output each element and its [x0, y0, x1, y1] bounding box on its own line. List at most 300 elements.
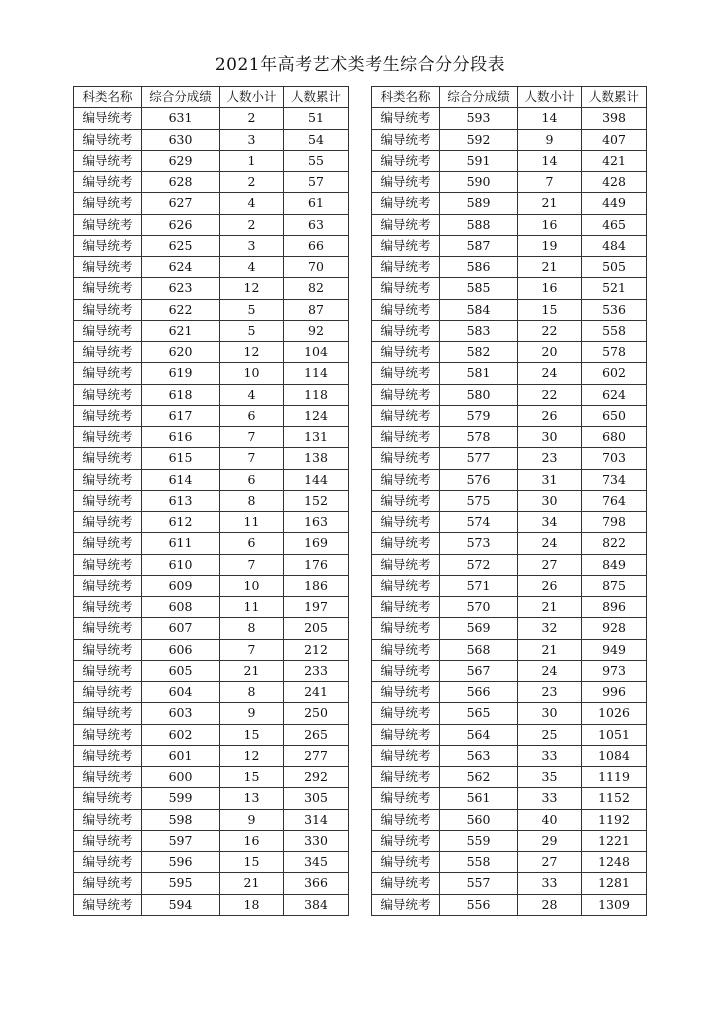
- table-row: [74, 660, 349, 681]
- cell-subject: 编导统考: [74, 257, 142, 278]
- table-row: [74, 788, 349, 809]
- cell-cumulative: 1281: [582, 873, 647, 894]
- table-row: [74, 745, 349, 766]
- table-row: [372, 830, 647, 851]
- cell-score: 614: [142, 469, 220, 490]
- cell-subject: 编导统考: [372, 745, 440, 766]
- table-row: [74, 639, 349, 660]
- table-row: [74, 894, 349, 915]
- cell-subject: 编导统考: [372, 193, 440, 214]
- cell-subject: 编导统考: [74, 193, 142, 214]
- cell-score: 613: [142, 490, 220, 511]
- cell-score: 620: [142, 342, 220, 363]
- cell-subject: 编导统考: [372, 788, 440, 809]
- table-row: [74, 809, 349, 830]
- cell-cumulative: 822: [582, 533, 647, 554]
- cell-subject: 编导统考: [372, 320, 440, 341]
- cell-count: 4: [220, 384, 284, 405]
- table-row: [372, 639, 647, 660]
- table-row: [74, 767, 349, 788]
- cell-count: 12: [220, 278, 284, 299]
- cell-cumulative: 973: [582, 660, 647, 681]
- cell-count: 30: [518, 703, 582, 724]
- table-row: [74, 150, 349, 171]
- cell-count: 8: [220, 618, 284, 639]
- cell-cumulative: 314: [284, 809, 349, 830]
- cell-subject: 编导统考: [372, 830, 440, 851]
- cell-subject: 编导统考: [372, 703, 440, 724]
- table-row: [74, 512, 349, 533]
- cell-count: 7: [220, 427, 284, 448]
- cell-subject: 编导统考: [372, 490, 440, 511]
- table-row: [372, 575, 647, 596]
- cell-count: 1: [220, 150, 284, 171]
- cell-score: 584: [440, 299, 518, 320]
- cell-count: 28: [518, 894, 582, 915]
- cell-cumulative: 70: [284, 257, 349, 278]
- cell-subject: 编导统考: [372, 682, 440, 703]
- cell-score: 617: [142, 405, 220, 426]
- cell-score: 628: [142, 172, 220, 193]
- cell-score: 589: [440, 193, 518, 214]
- cell-score: 575: [440, 490, 518, 511]
- table-row: [372, 129, 647, 150]
- cell-cumulative: 734: [582, 469, 647, 490]
- table-row: [74, 852, 349, 873]
- cell-score: 616: [142, 427, 220, 448]
- table-header-row: [372, 87, 647, 108]
- cell-subject: 编导统考: [74, 660, 142, 681]
- cell-cumulative: 51: [284, 108, 349, 129]
- cell-cumulative: 131: [284, 427, 349, 448]
- cell-score: 579: [440, 405, 518, 426]
- table-row: [372, 618, 647, 639]
- cell-cumulative: 205: [284, 618, 349, 639]
- cell-cumulative: 55: [284, 150, 349, 171]
- cell-score: 603: [142, 703, 220, 724]
- cell-count: 5: [220, 320, 284, 341]
- cell-count: 30: [518, 490, 582, 511]
- cell-count: 15: [220, 724, 284, 745]
- cell-score: 596: [142, 852, 220, 873]
- cell-cumulative: 138: [284, 448, 349, 469]
- cell-cumulative: 1051: [582, 724, 647, 745]
- cell-count: 24: [518, 533, 582, 554]
- cell-score: 618: [142, 384, 220, 405]
- table-row: [372, 469, 647, 490]
- cell-score: 591: [440, 150, 518, 171]
- cell-score: 585: [440, 278, 518, 299]
- table-row: [372, 214, 647, 235]
- cell-subject: 编导统考: [74, 384, 142, 405]
- cell-subject: 编导统考: [74, 469, 142, 490]
- cell-score: 558: [440, 852, 518, 873]
- cell-score: 588: [440, 214, 518, 235]
- cell-cumulative: 292: [284, 767, 349, 788]
- table-row: [74, 490, 349, 511]
- cell-score: 572: [440, 554, 518, 575]
- cell-count: 7: [220, 639, 284, 660]
- table-row: [74, 108, 349, 129]
- table-row: [74, 703, 349, 724]
- table-row: [372, 427, 647, 448]
- cell-score: 611: [142, 533, 220, 554]
- header-cumulative: 人数累计: [582, 87, 647, 108]
- cell-cumulative: 996: [582, 682, 647, 703]
- cell-count: 2: [220, 214, 284, 235]
- cell-count: 24: [518, 660, 582, 681]
- table-row: [372, 852, 647, 873]
- cell-cumulative: 1119: [582, 767, 647, 788]
- cell-score: 593: [440, 108, 518, 129]
- cell-score: 626: [142, 214, 220, 235]
- cell-subject: 编导统考: [372, 597, 440, 618]
- table-row: [372, 788, 647, 809]
- cell-count: 24: [518, 363, 582, 384]
- cell-score: 562: [440, 767, 518, 788]
- cell-subject: 编导统考: [372, 809, 440, 830]
- cell-cumulative: 384: [284, 894, 349, 915]
- cell-cumulative: 1084: [582, 745, 647, 766]
- cell-count: 26: [518, 575, 582, 596]
- table-row: [74, 193, 349, 214]
- cell-subject: 编导统考: [372, 448, 440, 469]
- table-header-row: [74, 87, 349, 108]
- table-row: [74, 597, 349, 618]
- cell-count: 34: [518, 512, 582, 533]
- cell-score: 570: [440, 597, 518, 618]
- table-row: [372, 724, 647, 745]
- cell-score: 573: [440, 533, 518, 554]
- cell-count: 9: [220, 703, 284, 724]
- table-row: [372, 405, 647, 426]
- table-row: [74, 533, 349, 554]
- table-row: [372, 745, 647, 766]
- cell-count: 33: [518, 873, 582, 894]
- cell-cumulative: 896: [582, 597, 647, 618]
- cell-subject: 编导统考: [74, 405, 142, 426]
- cell-cumulative: 250: [284, 703, 349, 724]
- cell-cumulative: 1221: [582, 830, 647, 851]
- cell-cumulative: 87: [284, 299, 349, 320]
- cell-score: 601: [142, 745, 220, 766]
- cell-cumulative: 703: [582, 448, 647, 469]
- cell-score: 578: [440, 427, 518, 448]
- cell-subject: 编导统考: [74, 512, 142, 533]
- cell-score: 629: [142, 150, 220, 171]
- cell-cumulative: 536: [582, 299, 647, 320]
- cell-score: 604: [142, 682, 220, 703]
- cell-subject: 编导统考: [74, 448, 142, 469]
- table-row: [372, 193, 647, 214]
- cell-subject: 编导统考: [74, 703, 142, 724]
- cell-count: 21: [518, 597, 582, 618]
- table-row: [372, 342, 647, 363]
- cell-subject: 编导统考: [372, 554, 440, 575]
- cell-subject: 编导统考: [74, 278, 142, 299]
- cell-score: 560: [440, 809, 518, 830]
- cell-count: 6: [220, 405, 284, 426]
- cell-score: 561: [440, 788, 518, 809]
- table-row: [372, 682, 647, 703]
- cell-score: 605: [142, 660, 220, 681]
- cell-count: 9: [220, 809, 284, 830]
- cell-score: 574: [440, 512, 518, 533]
- cell-score: 565: [440, 703, 518, 724]
- cell-cumulative: 233: [284, 660, 349, 681]
- table-row: [372, 299, 647, 320]
- cell-count: 8: [220, 682, 284, 703]
- cell-score: 615: [142, 448, 220, 469]
- table-row: [372, 533, 647, 554]
- cell-cumulative: 578: [582, 342, 647, 363]
- cell-subject: 编导统考: [372, 873, 440, 894]
- cell-subject: 编导统考: [74, 150, 142, 171]
- header-score: 综合分成绩: [440, 87, 518, 108]
- cell-subject: 编导统考: [74, 575, 142, 596]
- cell-subject: 编导统考: [372, 172, 440, 193]
- cell-score: 569: [440, 618, 518, 639]
- cell-subject: 编导统考: [372, 129, 440, 150]
- cell-cumulative: 764: [582, 490, 647, 511]
- cell-score: 594: [142, 894, 220, 915]
- cell-cumulative: 241: [284, 682, 349, 703]
- cell-cumulative: 169: [284, 533, 349, 554]
- header-count: 人数小计: [220, 87, 284, 108]
- cell-subject: 编导统考: [372, 427, 440, 448]
- cell-subject: 编导统考: [74, 767, 142, 788]
- cell-count: 20: [518, 342, 582, 363]
- cell-count: 3: [220, 129, 284, 150]
- cell-cumulative: 875: [582, 575, 647, 596]
- cell-cumulative: 305: [284, 788, 349, 809]
- cell-cumulative: 1192: [582, 809, 647, 830]
- cell-subject: 编导统考: [74, 320, 142, 341]
- table-row: [74, 618, 349, 639]
- cell-score: 580: [440, 384, 518, 405]
- cell-subject: 编导统考: [74, 894, 142, 915]
- cell-subject: 编导统考: [74, 214, 142, 235]
- table-row: [74, 172, 349, 193]
- cell-count: 31: [518, 469, 582, 490]
- cell-score: 622: [142, 299, 220, 320]
- cell-subject: 编导统考: [372, 469, 440, 490]
- table-row: [372, 235, 647, 256]
- cell-subject: 编导统考: [74, 809, 142, 830]
- cell-subject: 编导统考: [74, 682, 142, 703]
- cell-count: 9: [518, 129, 582, 150]
- cell-count: 4: [220, 193, 284, 214]
- table-row: [74, 724, 349, 745]
- cell-count: 15: [220, 852, 284, 873]
- cell-subject: 编导统考: [74, 788, 142, 809]
- cell-count: 10: [220, 363, 284, 384]
- cell-cumulative: 265: [284, 724, 349, 745]
- cell-count: 18: [220, 894, 284, 915]
- cell-count: 21: [518, 257, 582, 278]
- table-row: [74, 554, 349, 575]
- cell-score: 621: [142, 320, 220, 341]
- cell-subject: 编导统考: [74, 597, 142, 618]
- cell-count: 21: [518, 193, 582, 214]
- table-row: [372, 384, 647, 405]
- cell-cumulative: 407: [582, 129, 647, 150]
- table-row: [74, 830, 349, 851]
- cell-cumulative: 118: [284, 384, 349, 405]
- cell-cumulative: 849: [582, 554, 647, 575]
- cell-count: 10: [220, 575, 284, 596]
- cell-score: 624: [142, 257, 220, 278]
- cell-score: 598: [142, 809, 220, 830]
- table-row: [372, 320, 647, 341]
- table-row: [74, 384, 349, 405]
- cell-cumulative: 366: [284, 873, 349, 894]
- cell-subject: 编导统考: [74, 618, 142, 639]
- cell-count: 2: [220, 172, 284, 193]
- cell-score: 564: [440, 724, 518, 745]
- cell-score: 609: [142, 575, 220, 596]
- table-row: [372, 894, 647, 915]
- table-row: [74, 469, 349, 490]
- cell-cumulative: 277: [284, 745, 349, 766]
- table-row: [372, 767, 647, 788]
- cell-subject: 编导统考: [74, 639, 142, 660]
- cell-subject: 编导统考: [74, 299, 142, 320]
- cell-cumulative: 1248: [582, 852, 647, 873]
- cell-cumulative: 602: [582, 363, 647, 384]
- cell-count: 35: [518, 767, 582, 788]
- cell-cumulative: 54: [284, 129, 349, 150]
- cell-count: 22: [518, 320, 582, 341]
- cell-score: 619: [142, 363, 220, 384]
- cell-cumulative: 650: [582, 405, 647, 426]
- page-title: 2021年高考艺术类考生综合分分段表: [214, 55, 506, 75]
- cell-cumulative: 1309: [582, 894, 647, 915]
- cell-subject: 编导统考: [74, 172, 142, 193]
- header-subject: 科类名称: [372, 87, 440, 108]
- table-row: [372, 660, 647, 681]
- cell-cumulative: 104: [284, 342, 349, 363]
- table-row: [372, 554, 647, 575]
- cell-score: 608: [142, 597, 220, 618]
- cell-score: 582: [440, 342, 518, 363]
- table-row: [74, 214, 349, 235]
- cell-count: 27: [518, 852, 582, 873]
- cell-subject: 编导统考: [74, 554, 142, 575]
- cell-subject: 编导统考: [74, 533, 142, 554]
- cell-cumulative: 798: [582, 512, 647, 533]
- cell-count: 19: [518, 235, 582, 256]
- cell-subject: 编导统考: [372, 363, 440, 384]
- cell-count: 4: [220, 257, 284, 278]
- cell-count: 15: [220, 767, 284, 788]
- cell-count: 23: [518, 448, 582, 469]
- cell-score: 567: [440, 660, 518, 681]
- cell-cumulative: 558: [582, 320, 647, 341]
- cell-cumulative: 212: [284, 639, 349, 660]
- table-row: [74, 363, 349, 384]
- table-row: [372, 108, 647, 129]
- cell-score: 566: [440, 682, 518, 703]
- cell-count: 16: [518, 278, 582, 299]
- cell-subject: 编导统考: [74, 363, 142, 384]
- cell-subject: 编导统考: [74, 490, 142, 511]
- cell-subject: 编导统考: [372, 278, 440, 299]
- cell-score: 586: [440, 257, 518, 278]
- cell-count: 2: [220, 108, 284, 129]
- table-row: [372, 257, 647, 278]
- cell-count: 21: [220, 873, 284, 894]
- cell-subject: 编导统考: [74, 235, 142, 256]
- cell-count: 22: [518, 384, 582, 405]
- cell-count: 33: [518, 788, 582, 809]
- cell-score: 610: [142, 554, 220, 575]
- cell-score: 559: [440, 830, 518, 851]
- cell-subject: 编导统考: [372, 257, 440, 278]
- cell-count: 26: [518, 405, 582, 426]
- cell-cumulative: 928: [582, 618, 647, 639]
- cell-count: 32: [518, 618, 582, 639]
- cell-subject: 编导统考: [372, 405, 440, 426]
- cell-subject: 编导统考: [74, 745, 142, 766]
- cell-cumulative: 124: [284, 405, 349, 426]
- table-row: [372, 278, 647, 299]
- cell-count: 14: [518, 108, 582, 129]
- table-row: [74, 299, 349, 320]
- header-cumulative: 人数累计: [284, 87, 349, 108]
- cell-count: 12: [220, 342, 284, 363]
- cell-subject: 编导统考: [74, 129, 142, 150]
- cell-score: 612: [142, 512, 220, 533]
- cell-count: 21: [220, 660, 284, 681]
- cell-score: 599: [142, 788, 220, 809]
- cell-cumulative: 1026: [582, 703, 647, 724]
- cell-subject: 编导统考: [372, 150, 440, 171]
- cell-subject: 编导统考: [372, 512, 440, 533]
- cell-cumulative: 152: [284, 490, 349, 511]
- cell-score: 557: [440, 873, 518, 894]
- table-row: [372, 172, 647, 193]
- cell-count: 7: [220, 554, 284, 575]
- cell-score: 623: [142, 278, 220, 299]
- cell-score: 630: [142, 129, 220, 150]
- cell-subject: 编导统考: [372, 533, 440, 554]
- table-row: [372, 363, 647, 384]
- cell-cumulative: 82: [284, 278, 349, 299]
- cell-subject: 编导统考: [372, 724, 440, 745]
- cell-cumulative: 66: [284, 235, 349, 256]
- table-row: [74, 448, 349, 469]
- cell-score: 568: [440, 639, 518, 660]
- cell-subject: 编导统考: [372, 575, 440, 596]
- table-row: [74, 427, 349, 448]
- cell-count: 16: [518, 214, 582, 235]
- table-row: [74, 235, 349, 256]
- cell-cumulative: 176: [284, 554, 349, 575]
- table-row: [74, 682, 349, 703]
- cell-cumulative: 421: [582, 150, 647, 171]
- cell-count: 5: [220, 299, 284, 320]
- cell-count: 8: [220, 490, 284, 511]
- cell-cumulative: 197: [284, 597, 349, 618]
- score-table-left: [73, 86, 349, 916]
- cell-score: 556: [440, 894, 518, 915]
- cell-cumulative: 114: [284, 363, 349, 384]
- cell-subject: 编导统考: [372, 384, 440, 405]
- cell-cumulative: 521: [582, 278, 647, 299]
- cell-score: 587: [440, 235, 518, 256]
- table-row: [74, 405, 349, 426]
